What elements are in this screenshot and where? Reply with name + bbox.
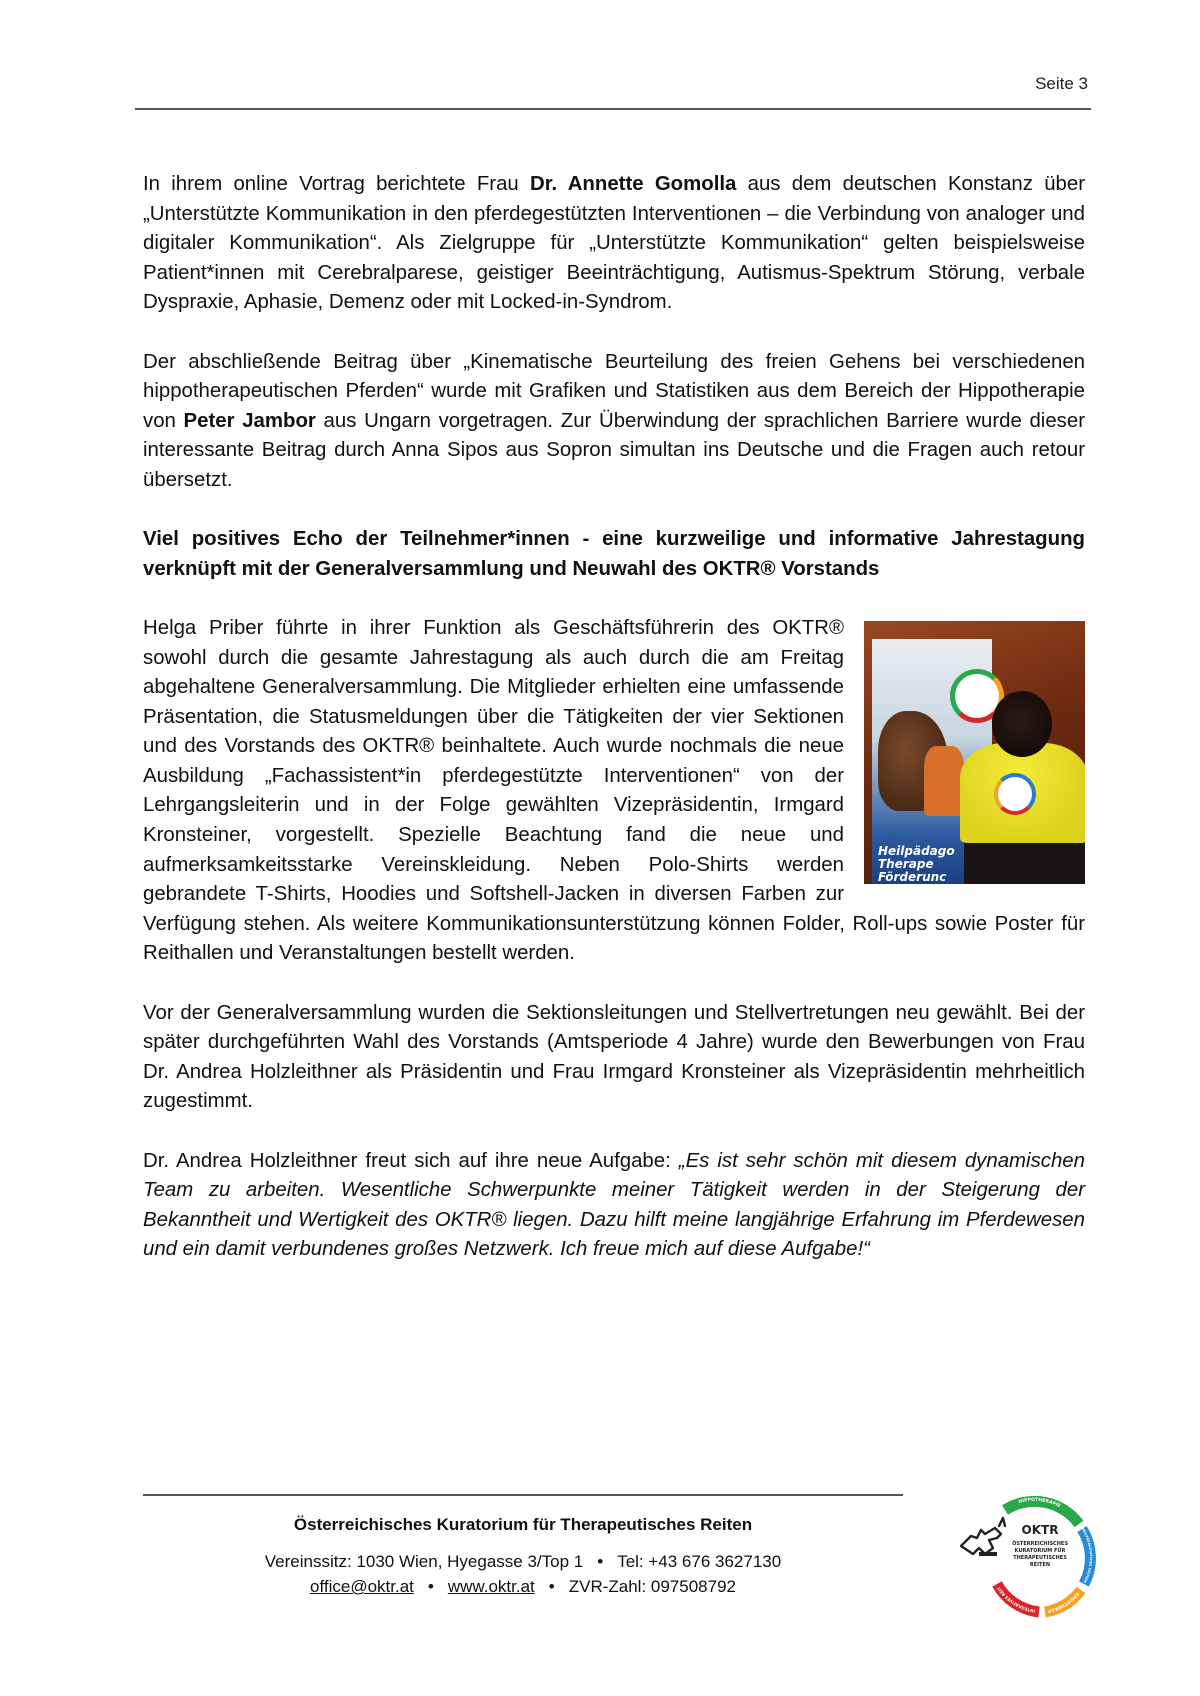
footer-zvr: ZVR-Zahl: 097508792 bbox=[568, 1577, 736, 1596]
section-heading: Viel positives Echo der Teilnehmer*innen - eine kurzweilige und informative Jahrestagung verknüpft mit der Generalversammlung und Neuwahl des OKTR® Vorstands bbox=[143, 528, 1085, 580]
speaker-name: Dr. Annette Gomolla bbox=[530, 173, 737, 195]
footer-address: Vereinssitz: 1030 Wien, Hyegasse 3/Top 1 bbox=[264, 1552, 584, 1571]
ring-label-sport: INTEGRATIVES REIT bbox=[995, 1585, 1036, 1614]
paragraph-text: Der abschließende Beitrag über „Kinematische Beurteilung des freien Gehens bei verschiedenen hippotherapeutischen Pferden“ wurde mit Grafiken und Statistiken aus dem Bereich der Hippotherapie von bbox=[143, 350, 1085, 432]
paragraph-election: Vor der Generalversammlung wurden die Sektionsleitungen und Stellvertretungen neu gewählt. Bei der später durchgeführten Wahl des Vorstands (Amtsperiode 4 Jahre) wurde den Bewerbungen von Frau Dr. Andrea Holzleithner als Präsidentin und Frau Irmgard Kronsteiner als Vizepräsidentin mehrheitlich zugestimmt. bbox=[143, 1001, 1085, 1113]
person-head bbox=[992, 691, 1052, 757]
rider-figure bbox=[924, 746, 964, 816]
logo-subtitle: KURATORIUM FÜR bbox=[1014, 1548, 1066, 1554]
footer-contact-line bbox=[143, 1577, 903, 1597]
bullet-separator: • bbox=[427, 1577, 434, 1596]
bullet-separator: • bbox=[548, 1577, 555, 1596]
ring-label-heil: HEILPÄDAGOGISCHES VOLTIGIE bbox=[1080, 1527, 1093, 1584]
ring-label-ergo: ERGOTHERAP bbox=[1047, 1591, 1080, 1613]
oktr-logo bbox=[955, 1488, 1105, 1618]
footer-divider bbox=[143, 1494, 903, 1496]
logo-ring-green bbox=[1005, 1501, 1079, 1524]
paragraph-text: aus Ungarn vorgetragen. Zur Überwindung der sprachlichen Barriere wurde dieser interessante Beitrag durch Anna Sipos aus Sopron simultan ins Deutsche und die Fragen auch retour übersetzt. bbox=[143, 409, 1085, 491]
logo-subtitle: ÖSTERREICHISCHES bbox=[1012, 1541, 1068, 1547]
paragraph-text: aus dem deutschen Konstanz über „Unterstützte Kommunikation in den pferdegestützten Interventionen – die Verbindung von analoger und digitaler Kommunikation“. Als Zielgruppe für „Unterstützte Kommunikation“ gelten beispielsweise Patient*innen mit Cerebralparese, geistiger Beeinträchtigung, Autismus-Spektrum Störung, verbale Dyspraxie, Aphasie, Demenz oder mit Locked-in-Syndrom. bbox=[143, 173, 1086, 314]
shirt-logo-icon bbox=[994, 773, 1036, 815]
ring-label-hippo: HIPPOTHERAPIE bbox=[1018, 1497, 1061, 1510]
article-body bbox=[143, 170, 1085, 1295]
website-link[interactable]: www.oktr.at bbox=[447, 1577, 535, 1596]
logo-subtitle: THERAPEUTISCHES bbox=[1013, 1555, 1067, 1561]
horse-outline-icon bbox=[961, 1518, 1005, 1554]
event-photo bbox=[864, 621, 1085, 884]
logo-subtitle: REITEN bbox=[1029, 1562, 1051, 1568]
logo-title: OKTR bbox=[1021, 1523, 1059, 1537]
header-divider bbox=[135, 108, 1091, 110]
footer-phone: Tel: +43 676 3627130 bbox=[617, 1552, 782, 1571]
footer-address-line bbox=[143, 1552, 903, 1572]
paragraph-jambor bbox=[143, 348, 1085, 496]
email-link[interactable]: office@oktr.at bbox=[310, 1577, 414, 1596]
footer-organization: Österreichisches Kuratorium für Therapeutisches Reiten bbox=[293, 1515, 753, 1534]
banner-text: Heilpädago Therape Förderunc bbox=[878, 843, 955, 884]
speaker-name: Peter Jambor bbox=[183, 409, 316, 432]
paragraph-text: Helga Priber führte in ihrer Funktion als Geschäftsführerin des OKTR® sowohl durch die gesamte Jahrestagung als auch durch die am Freitag abgehaltene Generalversammlung. Die Mitglieder erhielten eine umfassende Präsentation, die Statusmeldungen über die Tätigkeiten der vier Sektionen und des Vorstands des OKTR® beinhaltete. Auch wurde nochmals die neue Ausbildung „Fachassistent*in pferdegestützte Interventionen“ von der Lehrgangsleiterin und in der Folge gewählten Vizepräsidentin, Irmgard Kronsteiner, vorgestellt. Spezielle Beachtung fand die neue und aufmerksamkeitsstarke Vereinskleidung. Neben Polo-Shirts werden gebrandete T-Shirts, Hoodies und Softshell-Jacken in diversen Farben zur Verfügung stehen. Als weitere Kommunikationsunterstützung können Folder, Roll-ups sowie Poster für Reithallen und Veranstaltungen bestellt werden. bbox=[143, 616, 1085, 965]
paragraph-text: Dr. Andrea Holzleithner freut sich auf ihre neue Aufgabe: bbox=[143, 1149, 679, 1172]
paragraph-text: In ihrem online Vortrag berichtete Frau bbox=[143, 173, 531, 195]
page-number: Seite 3 bbox=[1035, 74, 1088, 93]
paragraph-gomolla bbox=[143, 170, 1085, 318]
bullet-separator: • bbox=[597, 1552, 604, 1571]
paragraph-holzleithner bbox=[143, 1147, 1085, 1265]
paragraph-priber bbox=[143, 614, 1085, 969]
logo-base-bar bbox=[979, 1552, 997, 1556]
quote-text: „Es ist sehr schön mit diesem dynamischen Team zu arbeiten. Wesentliche Schwerpunkte meiner Tätigkeit werden in der Steigerung der Bekanntheit und Wertigkeit des OKTR® liegen. Dazu hilft meine langjährige Erfahrung im Pferdewesen und ein damit verbundenes großes Netzwerk. Ich freue mich auf diese Aufgabe!“ bbox=[143, 1149, 1085, 1261]
